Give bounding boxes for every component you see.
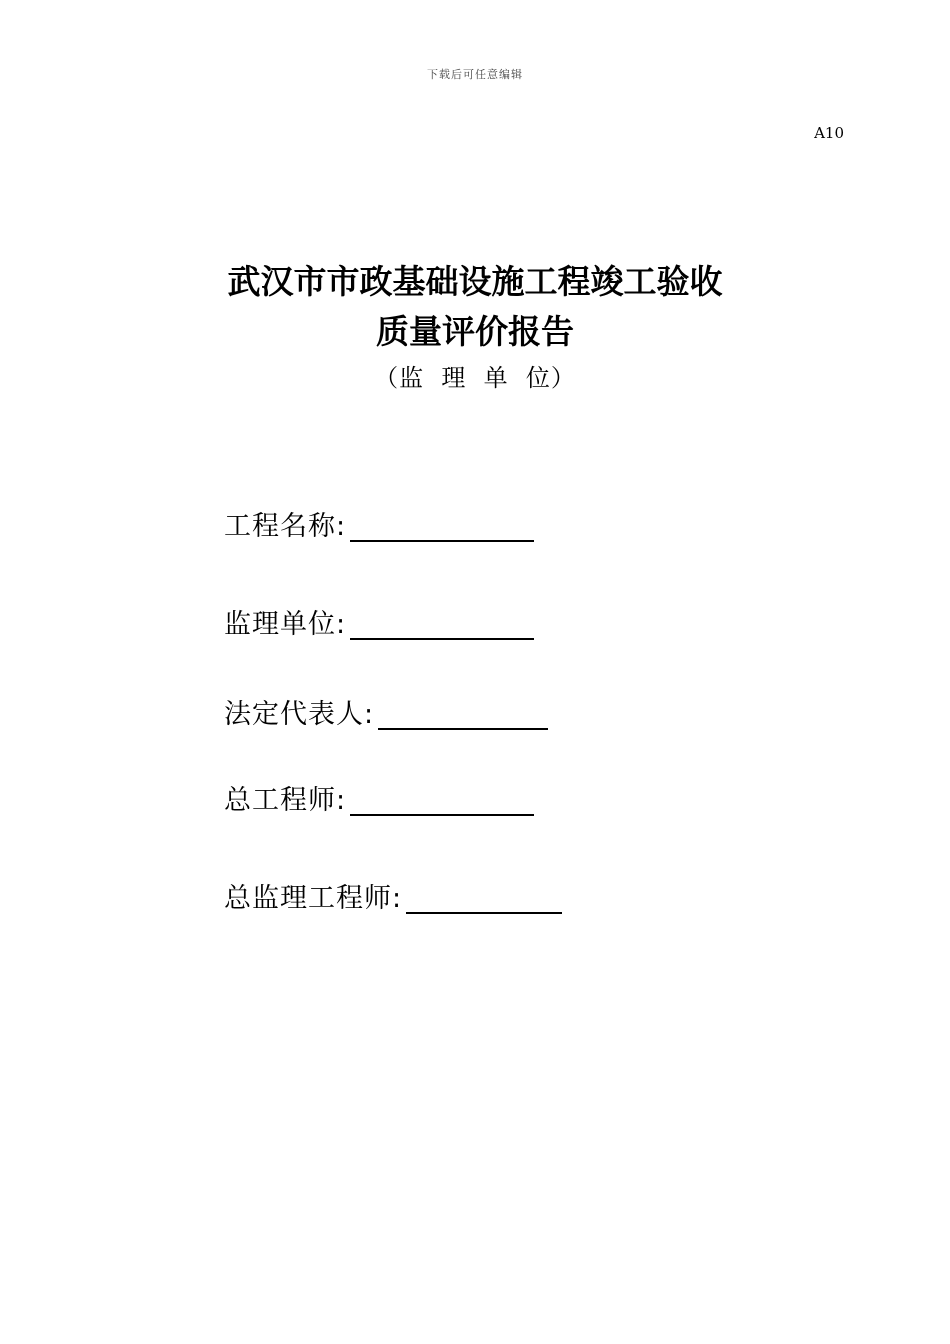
chief-engineer-field [224,778,534,818]
supervision-unit-blank[interactable] [350,608,534,640]
chief-engineer-blank[interactable] [350,784,534,816]
page-header-note: 下载后可任意编辑 [427,68,523,81]
report-title-line-2: 质量评价报告 [376,312,574,351]
project-name-label: 工程名称: [224,511,347,542]
document-code: A10 [814,124,844,142]
supervision-unit-label: 监理单位: [224,609,347,640]
legal-representative-label: 法定代表人: [224,699,375,730]
report-title-line-1: 武汉市市政基础设施工程竣工验收 [227,262,723,301]
project-name-blank[interactable] [350,510,534,542]
chief-engineer-label: 总工程师: [224,785,347,816]
report-subtitle: （监 理 单 位） [374,364,576,392]
chief-supervising-engineer-field [224,876,562,916]
legal-representative-blank[interactable] [378,698,548,730]
legal-representative-field [224,692,548,732]
project-name-field [224,504,534,544]
chief-supervising-engineer-label: 总监理工程师: [224,883,403,914]
chief-supervising-engineer-blank[interactable] [406,882,562,914]
supervision-unit-field [224,602,534,642]
